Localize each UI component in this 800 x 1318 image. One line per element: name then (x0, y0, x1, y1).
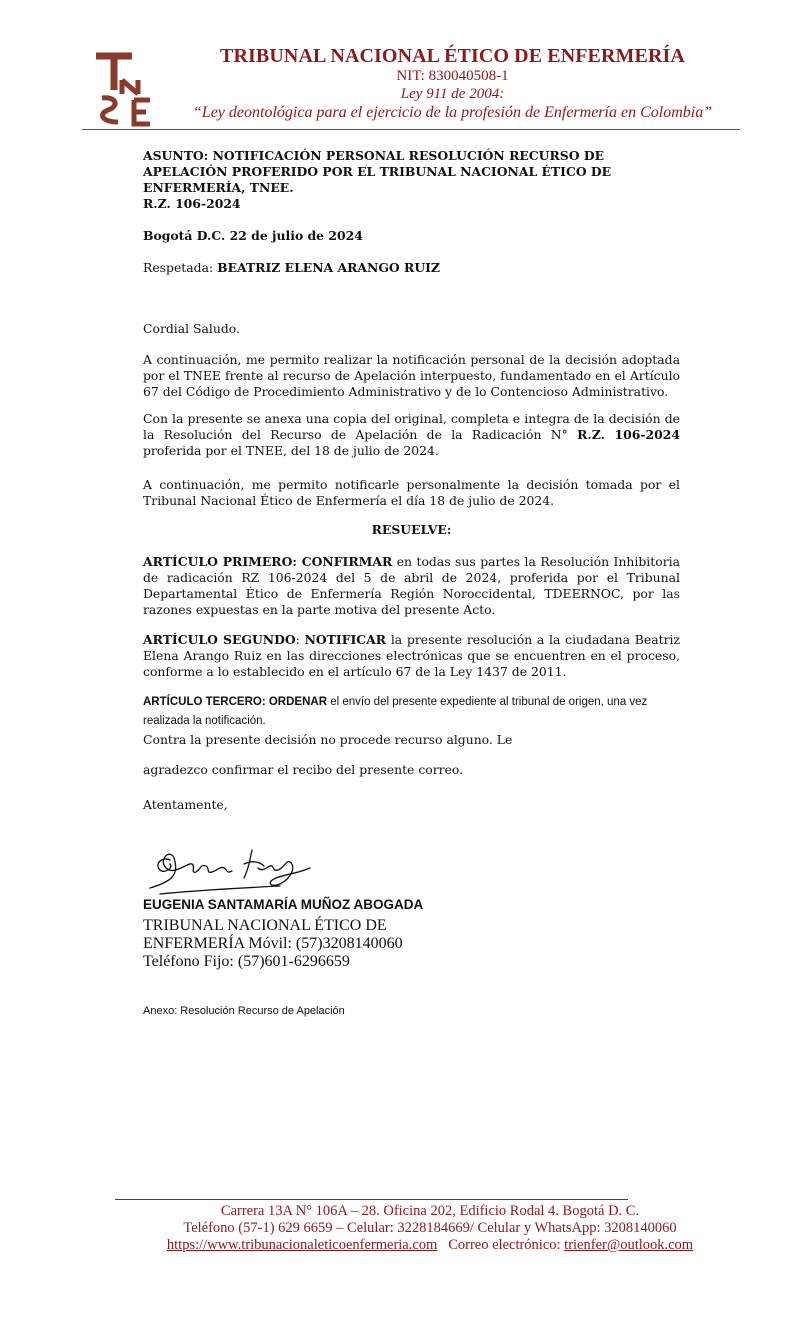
email-label: Correo electrónico: (448, 1237, 561, 1253)
attachment-note: Anexo: Resolución Recurso de Apelación (143, 1005, 345, 1017)
handwritten-signature-icon (140, 838, 320, 898)
paragraph-2 (143, 411, 680, 459)
addressee (143, 260, 680, 276)
signer-line-1: TRIBUNAL NACIONAL ÉTICO DE (143, 917, 387, 934)
article-1 (143, 554, 680, 618)
email-link[interactable]: trienfer@outlook.com (564, 1237, 694, 1253)
closing-line-1: Contra la presente decisión no procede recurso alguno. Le (143, 732, 513, 747)
website-link[interactable]: https://www.tribunacionaleticoenfermeria.com (166, 1237, 438, 1253)
article-2-heading: ARTÍCULO SEGUNDO (143, 632, 296, 647)
institution-law: Ley 911 de 2004: (400, 86, 505, 102)
article-2-sep: : (295, 632, 305, 647)
addressee-label: Respetada: (143, 260, 214, 275)
article-3 (143, 693, 680, 731)
footer-divider (115, 1199, 628, 1200)
article-2 (143, 632, 680, 680)
paragraph-2-tail: proferida por el TNEE, del 18 de julio de 2024. (143, 443, 439, 458)
footer-phones: Teléfono (57-1) 629 6659 – Celular: 3228184669/ Celular y WhatsApp: 3208140060 (183, 1220, 677, 1236)
greeting: Cordial Saludo. (143, 321, 240, 336)
article-1-heading: ARTÍCULO PRIMERO: CONFIRMAR (143, 554, 393, 569)
resolves-heading: RESUELVE: (371, 522, 452, 537)
article-3-heading: ARTÍCULO TERCERO: ORDENAR (143, 696, 327, 708)
institution-nit: NIT: 830040508-1 (396, 68, 509, 84)
sign-off: Atentamente, (143, 797, 228, 812)
institution-quote: “Ley deontológica para el ejercicio de la profesión de Enfermería en Colombia” (192, 104, 713, 121)
article-2-verb: NOTIFICAR (304, 632, 387, 647)
article-1-text: en todas sus partes la Resolución Inhibitoria de radicación RZ 106-2024 del 5 de abril de 2024, proferida por el Tribunal Departamental Ético de Enfermería Región Noroccidental, TDEERNOC, por las razones expuestas en la parte motiva del presente Acto. (143, 554, 680, 617)
paragraph-3: A continuación, me permito notificarle personalmente la decisión tomada por el Tribunal Nacional Ético de Enfermería el día 18 de julio de 2024. (143, 477, 680, 508)
case-number: R.Z. 106-2024 (143, 196, 241, 211)
paragraph-2-case: R.Z. 106-2024 (577, 427, 680, 442)
paragraph-2-text: Con la presente se anexa una copia del original, completa e integra de la decisión de la Resolución del Recurso de Apelación de la Radicación N° (143, 411, 680, 442)
date-line: Bogotá D.C. 22 de julio de 2024 (143, 228, 363, 243)
footer-address: Carrera 13A N° 106A – 28. Oficina 202, Edificio Rodal 4. Bogotá D. C. (220, 1203, 640, 1219)
header-divider (82, 129, 740, 130)
footer-contact (60, 1237, 800, 1254)
signer-line-2: ENFERMERÍA Móvil: (57)3208140060 (143, 935, 403, 952)
tnee-logo-icon (92, 50, 154, 128)
institution-title: TRIBUNAL NACIONAL ÉTICO DE ENFERMERÍA (220, 45, 685, 67)
closing-line-2: agradezco confirmar el recibo del presente correo. (143, 762, 464, 777)
paragraph-1: A continuación, me permito realizar la notificación personal de la decisión adoptada por el TNEE frente al recurso de Apelación interpuesto, fundamentado en el Artículo 67 del Código de Procedimiento Administrativo y de lo Contencioso Administrativo. (143, 352, 680, 399)
subject: ASUNTO: NOTIFICACIÓN PERSONAL RESOLUCIÓN RECURSO DE APELACIÓN PROFERIDO POR EL TRIBUNAL NACIONAL ÉTICO DE ENFERMERÍA, TNEE. (143, 148, 612, 195)
addressee-name: BEATRIZ ELENA ARANGO RUIZ (217, 260, 440, 275)
signer-line-3: Teléfono Fijo: (57)601-6296659 (143, 953, 350, 970)
signer-name: EUGENIA SANTAMARÍA MUÑOZ ABOGADA (143, 897, 424, 912)
article-3-text: el envío del presente expediente al tribunal de origen, una vez realizada la notificación. (143, 696, 648, 727)
article-2-text: la presente resolución a la ciudadana Beatriz Elena Arango Ruiz en las direcciones electrónicas que se encuentren en el proceso, conforme a lo establecido en el artículo 67 de la Ley 1437 de 2011. (143, 632, 680, 679)
